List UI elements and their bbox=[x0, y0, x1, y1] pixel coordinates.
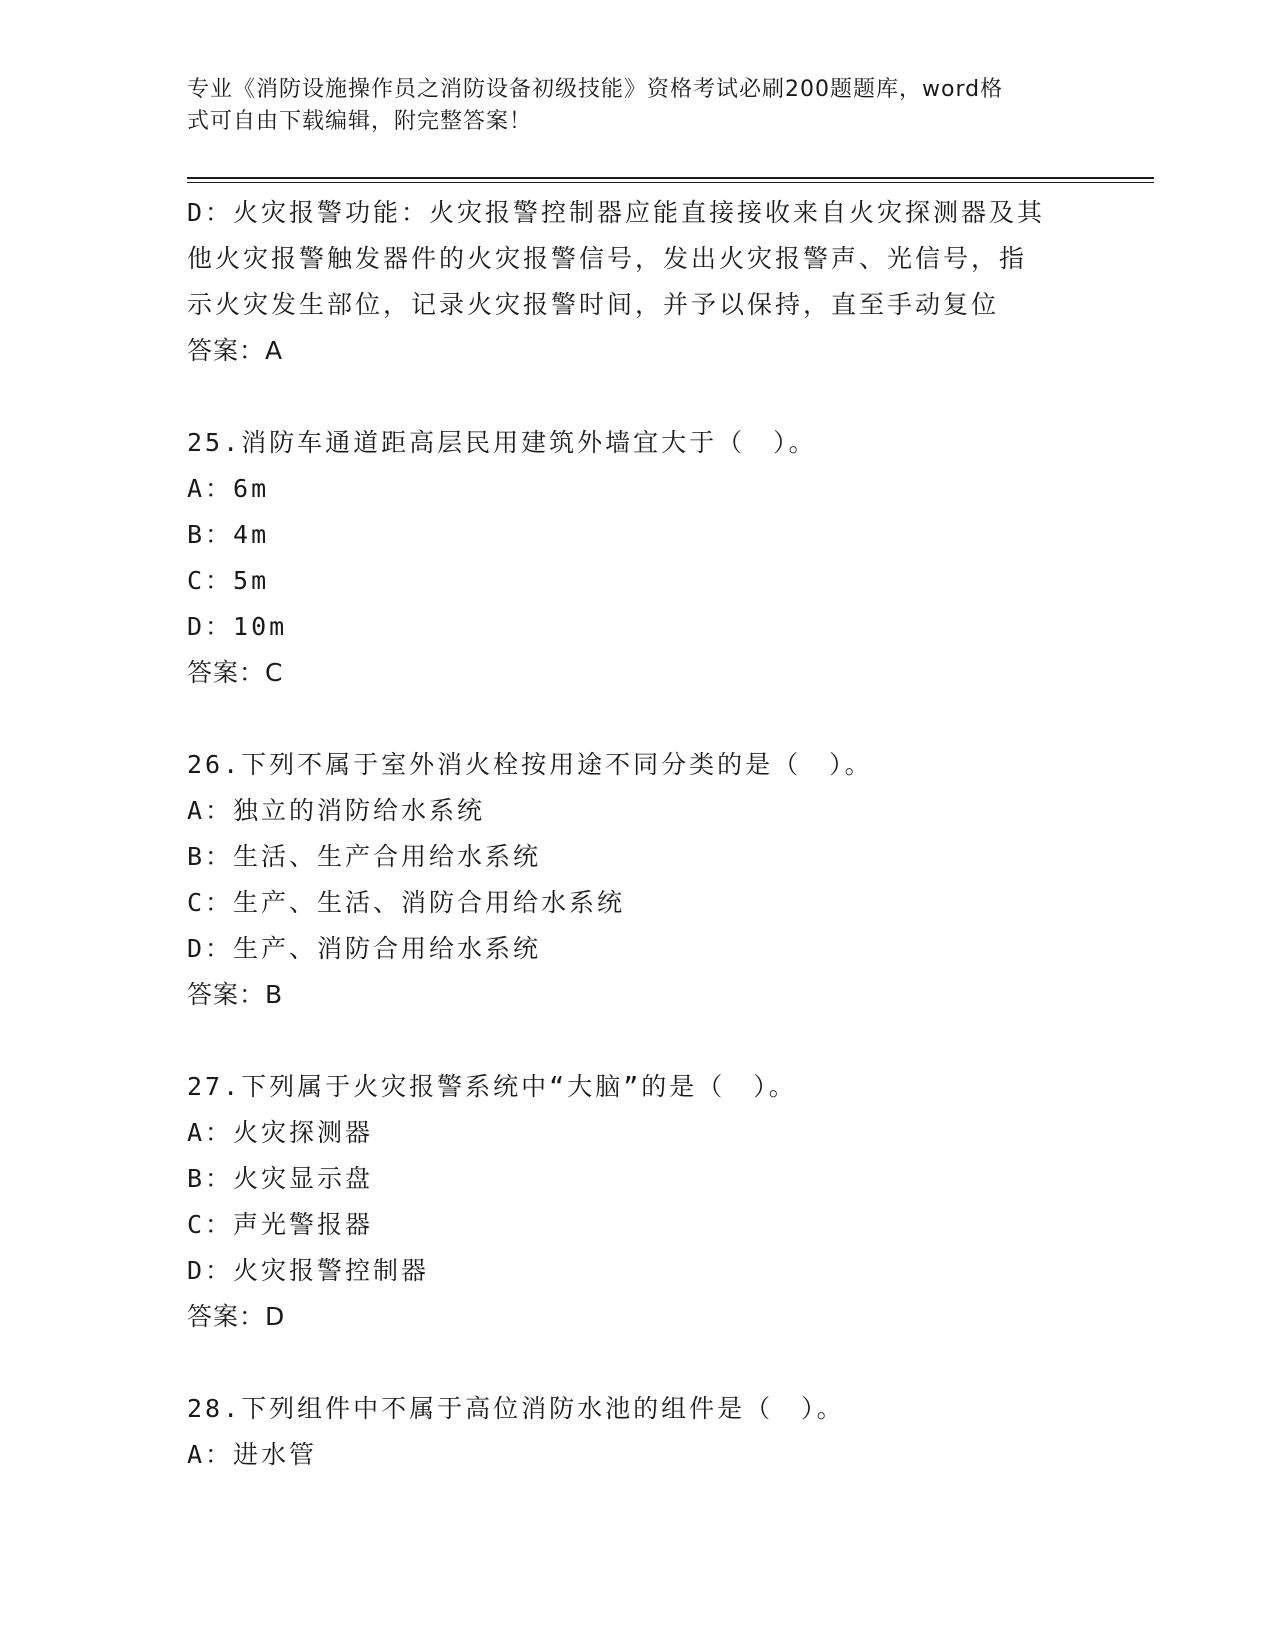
question-27 bbox=[187, 1064, 1087, 1340]
answer-line: 答案：D bbox=[187, 1302, 286, 1331]
option-b: B：火灾显示盘 bbox=[187, 1164, 374, 1193]
header-line-2: 式可自由下载编辑，附完整答案！ bbox=[187, 109, 533, 134]
option-b: B：生活、生产合用给水系统 bbox=[187, 842, 542, 871]
option-d: D：火灾报警控制器 bbox=[187, 1256, 430, 1285]
question-stem: 25.消防车通道距高层民用建筑外墙宜大于（ ）。 bbox=[187, 428, 817, 457]
question-26 bbox=[187, 742, 1087, 1018]
option-a: A：进水管 bbox=[187, 1440, 318, 1469]
question-content bbox=[187, 190, 1087, 1478]
answer-line: 答案：B bbox=[187, 980, 284, 1009]
header-rule-thin bbox=[187, 182, 1154, 183]
option-d-line-2: 他火灾报警触发器件的火灾报警信号，发出火灾报警声、光信号，指 bbox=[187, 244, 1028, 273]
header-rule-thick bbox=[187, 177, 1154, 179]
document-header bbox=[187, 74, 1077, 138]
option-c: C：声光警报器 bbox=[187, 1210, 374, 1239]
option-a: A：火灾探测器 bbox=[187, 1118, 374, 1147]
question-stem: 27.下列属于火灾报警系统中“大脑”的是（ ）。 bbox=[187, 1072, 797, 1101]
question-stem: 26.下列不属于室外消火栓按用途不同分类的是（ ）。 bbox=[187, 750, 873, 779]
option-d-line-3: 示火灾发生部位，记录火灾报警时间，并予以保持，直至手动复位 bbox=[187, 290, 1000, 319]
answer-line: 答案：A bbox=[187, 336, 284, 365]
option-d: D：生产、消防合用给水系统 bbox=[187, 934, 542, 963]
question-25 bbox=[187, 420, 1087, 696]
prev-question-block bbox=[187, 190, 1087, 374]
option-a: A：6m bbox=[187, 474, 270, 503]
answer-line: 答案：C bbox=[187, 658, 284, 687]
option-d: D：10m bbox=[187, 612, 288, 641]
question-28 bbox=[187, 1386, 1087, 1478]
header-line-1: 专业《消防设施操作员之消防设备初级技能》资格考试必刷200题题库，word格 bbox=[187, 77, 1004, 102]
question-stem: 28.下列组件中不属于高位消防水池的组件是（ ）。 bbox=[187, 1394, 845, 1423]
option-b: B：4m bbox=[187, 520, 270, 549]
option-c: C：5m bbox=[187, 566, 270, 595]
option-d-line-1: D：火灾报警功能：火灾报警控制器应能直接接收来自火灾探测器及其 bbox=[187, 198, 1046, 227]
option-c: C：生产、生活、消防合用给水系统 bbox=[187, 888, 626, 917]
option-a: A：独立的消防给水系统 bbox=[187, 796, 486, 825]
